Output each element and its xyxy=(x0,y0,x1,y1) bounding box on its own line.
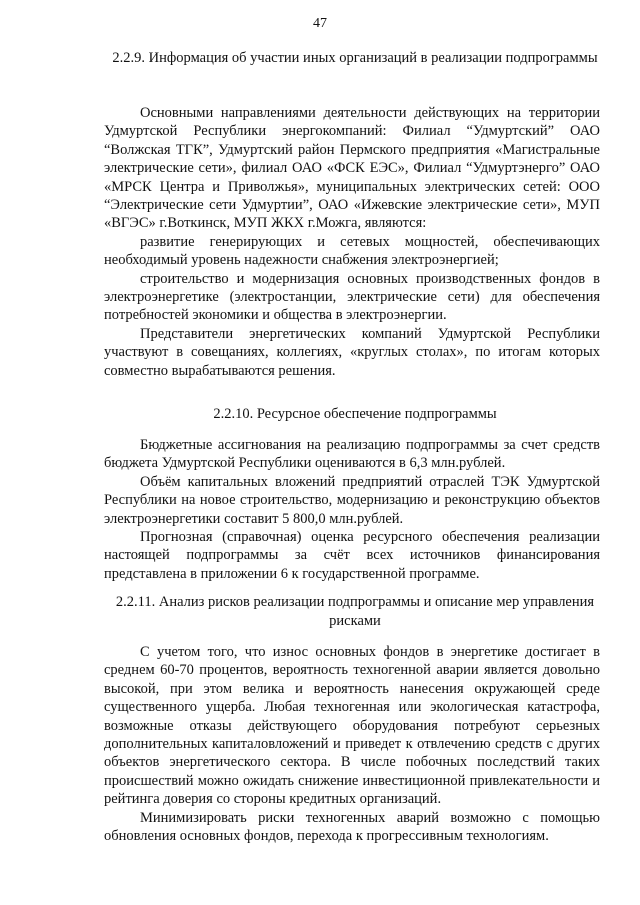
paragraph: Бюджетные ассигнования на реализацию подпрограммы за счет средств бюджета Удмуртской Республики оцениваются в 6,3 млн.рублей. xyxy=(104,437,600,472)
paragraph: Минимизировать риски техногенных аварий возможно с помощью обновления основных фондов, перехода к прогрессивным технологиям. xyxy=(104,809,600,845)
paragraph: развитие генерирующих и сетевых мощностей, обеспечивающих необходимый уровень надежности снабжения электроэнергией; xyxy=(104,233,600,269)
paragraph: Прогнозная (справочная) оценка ресурсного обеспечения реализации настоящей подпрограммы за счёт всех источников финансирования представлена в приложении 6 к государственной программе. xyxy=(104,529,600,582)
paragraph: Представители энергетических компаний Удмуртской Республики участвуют в совещаниях, коллегиях, «круглых столах», по итогам которых совместно вырабатываются решения. xyxy=(104,325,600,379)
section-body-2-2-11 xyxy=(104,643,600,845)
section-heading-2-2-10: 2.2.10. Ресурсное обеспечение подпрограммы xyxy=(213,406,497,422)
section-body-2-2-9 xyxy=(104,104,600,380)
section-body-2-2-10 xyxy=(104,436,600,583)
page-number: 47 xyxy=(313,16,327,31)
paragraph: Основными направлениями деятельности действующих на территории Удмуртской Республики энергокомпаний: Филиал “Удмуртский” ОАО “Волжская ТГК”, Удмуртский район Пермского предприятия «Магистральные электрические сети», филиал ОАО «ФСК ЕЭС», Филиал “Удмуртэнерго” ОАО «МРСК Центра и Приволжья», муниципальных электрических сетей: ООО “Электрические сети Удмуртии”, ОАО «Ижевские электрические сети», МУП «ВГЭС» г.Воткинск, МУП ЖКХ г.Можга, являются: xyxy=(104,105,600,232)
paragraph: С учетом того, что износ основных фондов в энергетике достигает в среднем 60-70 процентов, вероятность техногенной аварии является довольно высокой, при этом велика и вероятность нанесения окружающей среде существенного ущерба. Любая техногенная или экологическая катастрофа, возможные отказы действующего оборудования потребуют серьезных дополнительных капиталовложений и приведет к отвлечению средств с других объектов энергетического сектора. В числе побочных последствий таких происшествий можно ожидать снижение инвестиционной привлекательности и рейтинга доверия со стороны кредитных организаций. xyxy=(104,644,600,808)
section-heading-2-2-9: 2.2.9. Информация об участии иных организаций в реализации подпрограммы xyxy=(112,50,598,66)
paragraph: строительство и модернизация основных производственных фондов в электроэнергетике (электростанции, электрические сети) для обеспечения потребностей экономики и общества в электроэнергии. xyxy=(104,270,600,324)
paragraph: Объём капитальных вложений предприятий отраслей ТЭК Удмуртской Республики на новое строительство, модернизацию и реконструкцию объектов электроэнергетики составит 5 800,0 млн.рублей. xyxy=(104,473,600,527)
section-heading-2-2-11: 2.2.11. Анализ рисков реализации подпрограммы и описание мер управления рисками xyxy=(115,594,595,629)
